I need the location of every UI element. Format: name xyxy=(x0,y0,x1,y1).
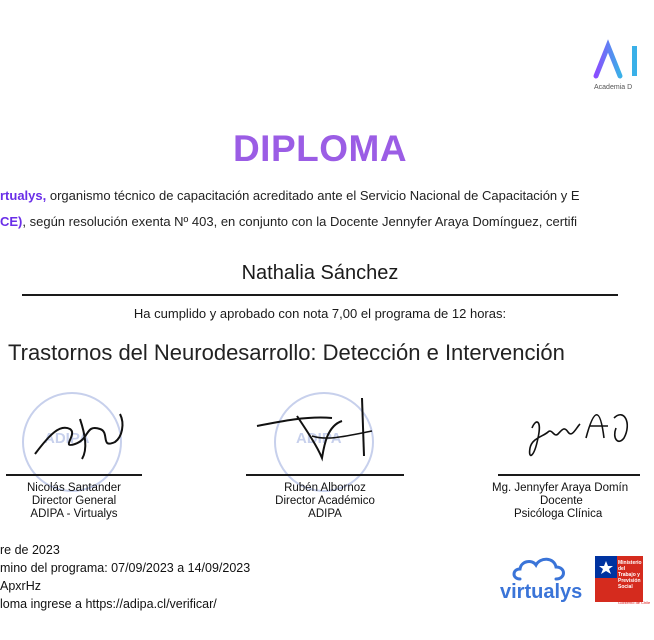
verification-instruction: loma ingrese a https://adipa.cl/verificar/ xyxy=(0,597,217,611)
intro-text-1: organismo técnico de capacitación acreditado ante el Servicio Nacional de Capacitación y E xyxy=(46,188,580,203)
intro-text-2: , según resolución exenta Nº 403, en conjunto con la Docente Jennyfer Araya Domínguez, certifi xyxy=(22,214,578,229)
signature-line-1 xyxy=(6,474,142,476)
signatory-3-name: Mg. Jennyfer Araya Domín xyxy=(492,482,629,494)
student-name: Nathalia Sánchez xyxy=(241,262,399,284)
signature-albornoz-icon xyxy=(252,396,382,466)
virtualys-logo: virtualys xyxy=(500,581,583,603)
gov-ministry-text: Ministerio del Trabajo y Previsión Social xyxy=(618,560,642,590)
intro-line-2 xyxy=(0,214,577,229)
signatory-1-org: ADIPA - Virtualys xyxy=(30,508,118,520)
signatory-2-org: ADIPA xyxy=(308,508,342,520)
signatory-1-name: Nicolás Santander xyxy=(27,482,121,494)
org-acronym: CE) xyxy=(0,214,23,229)
logo-subtitle: Academia D xyxy=(594,84,633,91)
signatory-3 xyxy=(480,482,652,521)
signatory-1 xyxy=(6,482,142,521)
issue-date: re de 2023 xyxy=(0,543,60,557)
program-title: Trastornos del Neurodesarrollo: Detección e Intervención xyxy=(8,340,565,365)
cloud-icon xyxy=(510,553,570,583)
gov-footer-text: Gobierno de Chile xyxy=(618,600,651,605)
verification-code: ApxrHz xyxy=(0,579,41,593)
completion-text: Ha cumplido y aprobado con nota 7,00 el programa de 12 horas: xyxy=(133,306,507,321)
adipa-logo-icon xyxy=(594,40,654,90)
diploma-title: DIPLOMA xyxy=(232,128,408,169)
signatory-3-role: Docente xyxy=(540,495,583,507)
signatory-1-role: Director General xyxy=(31,495,117,507)
program-period: mino del programa: 07/09/2023 a 14/09/2023 xyxy=(0,561,251,575)
student-underline xyxy=(22,294,618,296)
signatory-3-org: Psicóloga Clínica xyxy=(514,508,603,520)
signature-araya-icon xyxy=(524,398,636,468)
seal-label: ADIPA xyxy=(44,430,90,447)
signatory-2 xyxy=(246,482,404,521)
intro-line-1 xyxy=(0,188,580,203)
signatory-2-role: Director Académico xyxy=(275,495,375,507)
signatory-2-name: Rubén Albornoz xyxy=(284,482,366,494)
signature-line-2 xyxy=(246,474,404,476)
signature-line-3 xyxy=(498,474,640,476)
seal-label: ADIPA xyxy=(296,430,342,447)
org-name: rtualys, xyxy=(0,188,47,203)
signature-santander-icon xyxy=(30,404,130,464)
